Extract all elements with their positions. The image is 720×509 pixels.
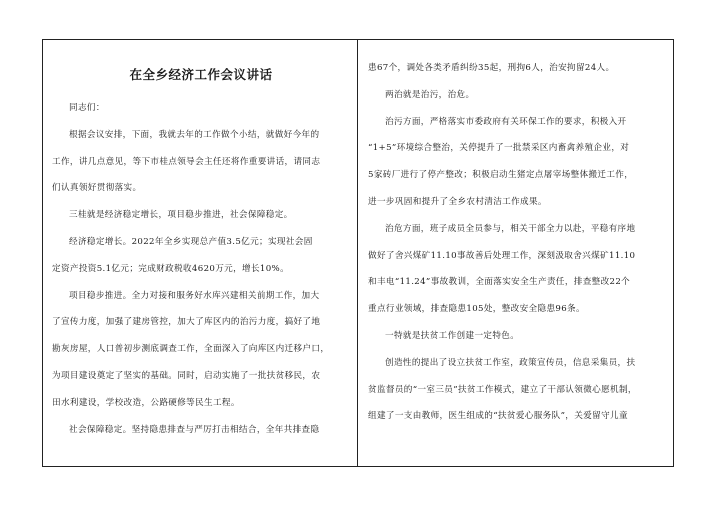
text-line: 们认真领好贯彻落实。 — [52, 183, 142, 194]
text-line: 为项目建设奠定了坚实的基础。同时，启动实施了一批扶贫移民，农 — [52, 371, 321, 381]
text-line: 根据会议安排，下面，我就去年的工作做个小结，就做好今年的 — [69, 129, 320, 140]
document-title: 在全乡经济工作会议讲话 — [129, 67, 273, 82]
text-line: 组建了一支由教师，医生组成的“扶贫爱心服务队”，关爱留守儿童 — [368, 411, 628, 422]
text-line: 田水利建设，学校改造，公路硬修等民生工程。 — [52, 397, 240, 408]
text-line: 患67个，调处各类矛盾纠纷35起，刑拘6人，治安拘留24人。 — [368, 63, 615, 73]
text-line: 社会保障稳定。坚持隐患排查与严厉打击相结合，全年共排查隐 — [69, 424, 320, 435]
text-line: 重点行业领域，排查隐患105处，整改安全隐患96条。 — [368, 304, 585, 315]
text-line: 5家砖厂进行了停产整改；积极启动生猪定点屠宰场整体搬迁工作， — [368, 170, 634, 181]
text-line: “1+5”环境综合整治，关停提升了一批禁采区内畜禽养殖企业，对 — [368, 143, 630, 154]
column-divider — [357, 39, 358, 467]
text-line: 工作，讲几点意见，等下市桂点领导会主任还将作重要讲话，请同志 — [52, 156, 321, 167]
text-line: 治危方面，班子成员全员参与，相关干部全力以赴，平稳有序地 — [385, 223, 636, 234]
text-line: 同志们： — [69, 103, 105, 113]
text-line: 了宣传力度，加强了建房管控，加大了库区内的治污力度，搞好了地 — [52, 317, 321, 328]
right-column — [368, 39, 666, 467]
text-line: 两治就是治污，治危。 — [385, 89, 475, 100]
left-column — [52, 39, 350, 467]
text-line: 和丰电“11.24”事故教训，全面落实安全生产责任，排查整改22个 — [368, 277, 631, 288]
text-line: 项目稳步推进。全力对接和服务好水库兴建相关前期工作，加大 — [69, 290, 320, 301]
text-line: 创造性的提出了设立扶贫工作室，政策宣传员，信息采集员，扶 — [385, 357, 636, 368]
text-line: 做好了舍兴煤矿11.10事故善后处理工作，深刻汲取舍兴煤矿11.10 — [368, 250, 636, 261]
text-line: 经济稳定增长。2022年全乡实现总产值3.5亿元；实现社会固 — [69, 237, 313, 247]
text-line: 三桂就是经济稳定增长，项目稳步推进，社会保障稳定。 — [69, 210, 293, 221]
text-line: 进一步巩固和提升了全乡农村清洁工作成果。 — [368, 197, 547, 207]
text-line: 勘灰房屋，人口普初步测底调查工作，全面深入了向库区内迁移户口， — [52, 344, 330, 355]
text-line: 定资产投资5.1亿元；完成财政税收4620万元，增长10%。 — [52, 263, 290, 274]
text-line: 一特就是扶贫工作创建一定特色。 — [385, 331, 520, 341]
text-line: 治污方面，严格落实市委政府有关环保工作的要求，积极入开 — [385, 116, 627, 127]
text-line: 贫监督员的“一室三员”扶贫工作模式，建立了干部认领微心愿机制， — [368, 384, 637, 395]
